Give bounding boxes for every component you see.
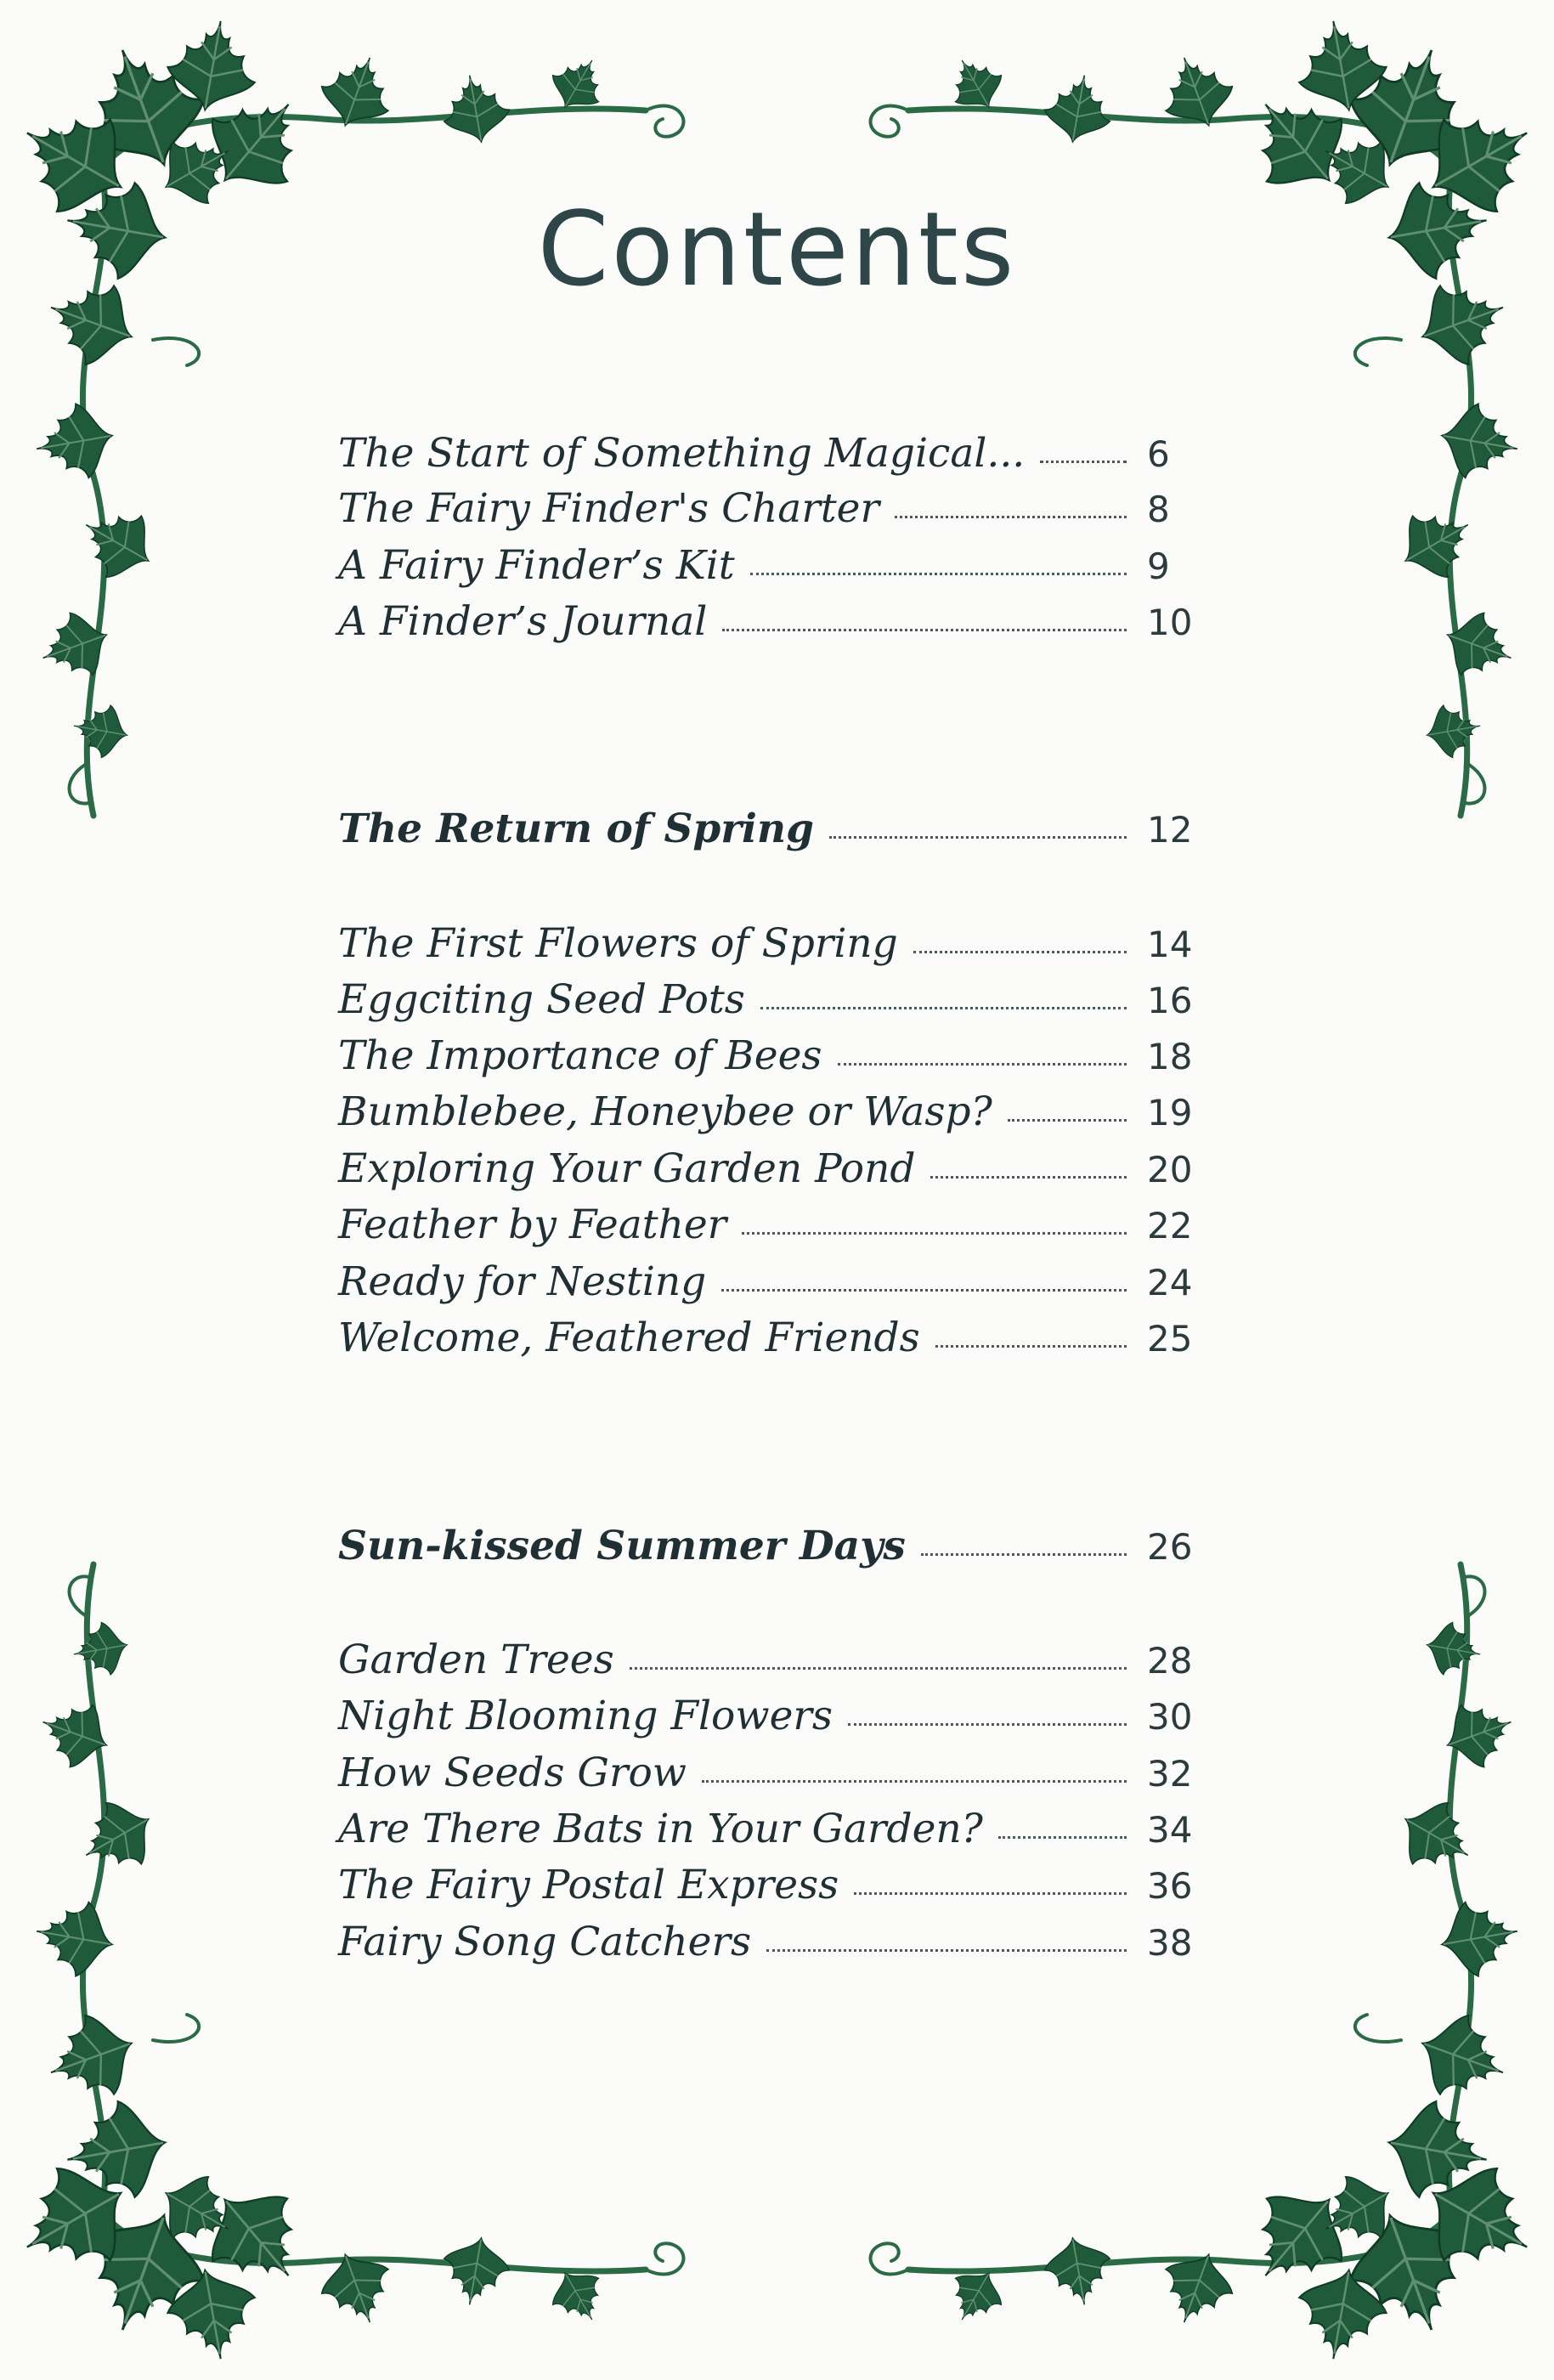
- toc-page-number: 14: [1147, 924, 1193, 965]
- toc-entry: [338, 598, 1205, 645]
- toc-page-number: 30: [1147, 1696, 1193, 1738]
- dot-leader: [998, 1836, 1127, 1839]
- toc-entry: [338, 1088, 1205, 1135]
- toc-entry-title: Sun-kissed Summer Days: [338, 1523, 906, 1569]
- toc-page-number: 16: [1147, 980, 1193, 1021]
- toc-entry: [338, 1862, 1205, 1908]
- toc-entry-title: Are There Bats in Your Garden?: [338, 1806, 983, 1852]
- toc-entry-title: Garden Trees: [338, 1637, 614, 1683]
- toc-entry-title: A Finder’s Journal: [338, 598, 708, 645]
- toc-entry: [338, 1806, 1205, 1852]
- toc-entry-title: Exploring Your Garden Pond: [338, 1145, 916, 1192]
- dot-leader: [722, 629, 1127, 631]
- dot-leader: [766, 1949, 1127, 1952]
- toc-entry: [338, 1145, 1205, 1192]
- toc-page-number: 19: [1147, 1092, 1193, 1133]
- toc-page-number: 8: [1147, 489, 1170, 530]
- dot-leader: [760, 1007, 1127, 1009]
- toc-entry: [338, 920, 1205, 967]
- toc-entry: [338, 1637, 1205, 1683]
- dot-leader: [702, 1780, 1127, 1783]
- dot-leader: [829, 836, 1127, 839]
- toc-entry-title: The First Flowers of Spring: [338, 920, 898, 967]
- dot-leader: [895, 516, 1127, 518]
- toc-page-number: 20: [1147, 1149, 1193, 1190]
- toc-entry-title: The Fairy Postal Express: [338, 1862, 839, 1908]
- toc-entry: [338, 485, 1205, 532]
- dot-leader: [854, 1892, 1127, 1895]
- dot-leader: [721, 1289, 1127, 1292]
- dot-leader: [742, 1232, 1127, 1235]
- dot-leader: [913, 951, 1127, 953]
- toc-page-number: 26: [1147, 1526, 1193, 1568]
- toc-page-number: 34: [1147, 1809, 1193, 1851]
- toc-entry-title: Welcome, Feathered Friends: [338, 1314, 920, 1361]
- ivy-corner-bottom-right-icon: [871, 1564, 1554, 2366]
- toc-page-number: 18: [1147, 1036, 1193, 1077]
- toc-entry-title: A Fairy Finder’s Kit: [338, 542, 735, 589]
- toc-page-number: 38: [1147, 1922, 1193, 1964]
- toc-entry-title: The Fairy Finder's Charter: [338, 485, 879, 532]
- page-title: Contents: [537, 191, 1017, 309]
- ivy-corner-bottom-left-icon: [1, 1564, 684, 2366]
- toc-entry: [338, 1693, 1205, 1739]
- toc-entry: [338, 542, 1205, 589]
- toc-page-number: 6: [1147, 433, 1170, 475]
- toc-section-heading: [338, 806, 1205, 852]
- dot-leader: [750, 573, 1127, 575]
- dot-leader: [930, 1176, 1127, 1179]
- dot-leader: [921, 1553, 1127, 1556]
- toc-entry: [338, 1032, 1205, 1079]
- toc-page-number: 24: [1147, 1262, 1193, 1303]
- toc-entry-title: Eggciting Seed Pots: [338, 976, 745, 1023]
- dot-leader: [1040, 461, 1127, 463]
- dot-leader: [935, 1345, 1127, 1348]
- toc-page-number: 36: [1147, 1865, 1193, 1907]
- toc-entry-title: Fairy Song Catchers: [338, 1919, 752, 1965]
- toc-entry-title: The Start of Something Magical...: [338, 430, 1026, 477]
- toc-entry: [338, 1258, 1205, 1305]
- ivy-corner-top-left-icon: [1, 14, 684, 816]
- toc-entry: [338, 1919, 1205, 1965]
- toc-entry: [338, 1314, 1205, 1361]
- toc-page-number: 28: [1147, 1640, 1193, 1682]
- ivy-corner-top-right-icon: [871, 14, 1554, 816]
- toc-entry-title: Bumblebee, Honeybee or Wasp?: [338, 1088, 992, 1135]
- toc-page-number: 12: [1147, 809, 1193, 851]
- toc-entry: [338, 430, 1205, 477]
- dot-leader: [630, 1667, 1127, 1670]
- toc-entry-title: Ready for Nesting: [338, 1258, 707, 1305]
- toc-page-number: 25: [1147, 1318, 1193, 1360]
- toc-entry-title: The Importance of Bees: [338, 1032, 822, 1079]
- toc-page-number: 22: [1147, 1205, 1193, 1247]
- toc-page-number: 10: [1147, 602, 1193, 643]
- toc-section-heading: [338, 1523, 1205, 1569]
- toc-entry-title: Feather by Feather: [338, 1201, 727, 1248]
- toc-entry-title: Night Blooming Flowers: [338, 1693, 833, 1739]
- toc-entry-title: How Seeds Grow: [338, 1750, 687, 1796]
- dot-leader: [848, 1723, 1127, 1726]
- toc-page-number: 9: [1147, 546, 1170, 587]
- toc-entry: [338, 976, 1205, 1023]
- toc-entry: [338, 1750, 1205, 1796]
- dot-leader: [1008, 1119, 1127, 1122]
- toc-entry: [338, 1201, 1205, 1248]
- dot-leader: [838, 1063, 1127, 1066]
- toc-page-number: 32: [1147, 1753, 1193, 1795]
- toc-entry-title: The Return of Spring: [338, 806, 814, 852]
